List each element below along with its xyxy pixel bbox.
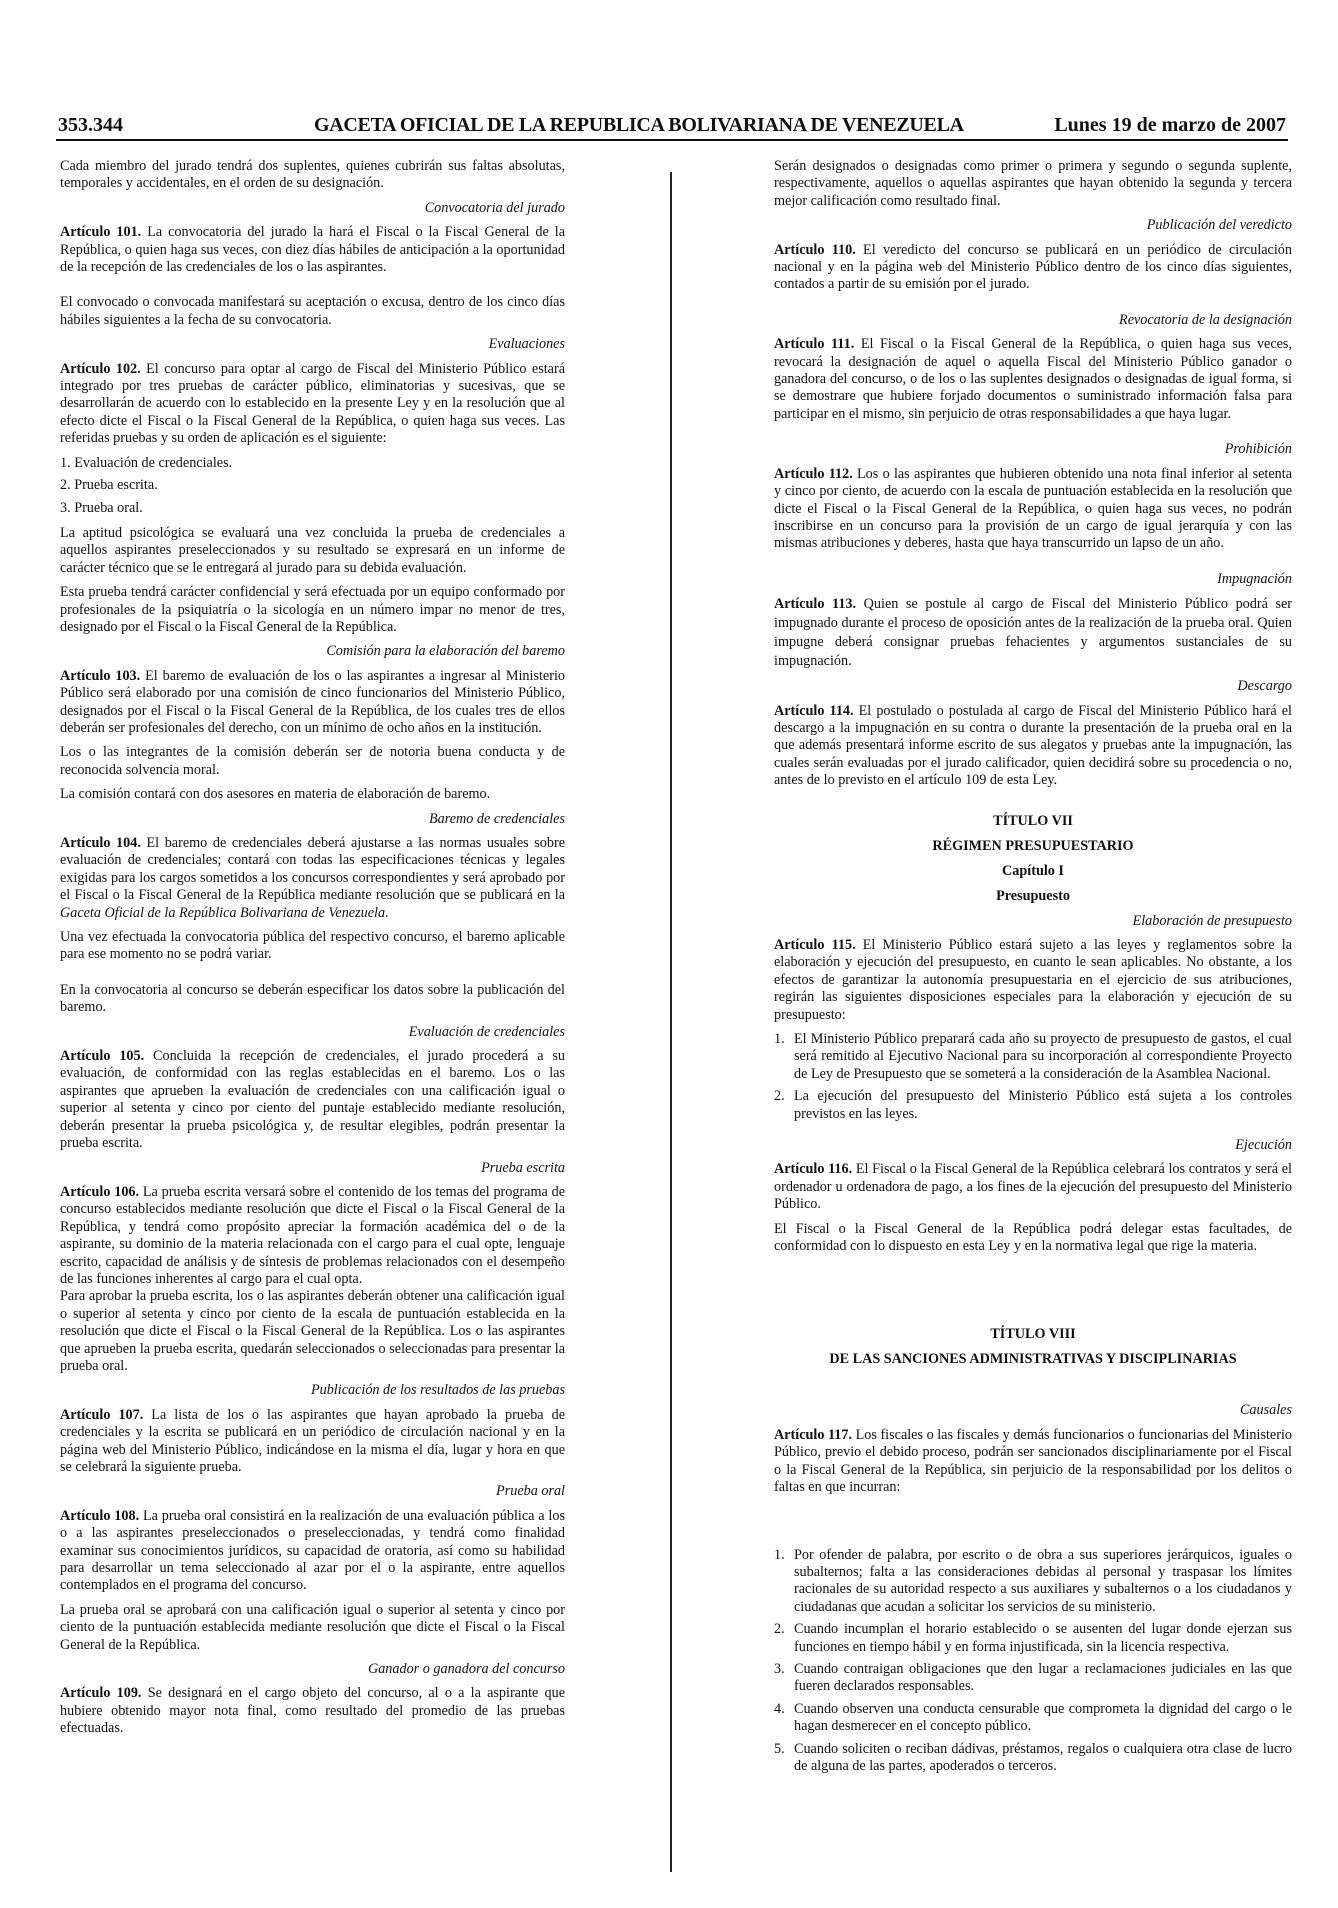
section-heading: Descargo (1237, 678, 1292, 695)
article-text: El baremo de credenciales deberá ajustarse a las normas usuales sobre evaluación de credenciales; contará con todas las especificaciones técnicas y legales exigidas para los cargos sometidos a los concursos correspondientes y será aprobado por el Fiscal o la Fiscal General de la República mediante resolución que se publicará en la (60, 835, 565, 904)
article-108 (60, 1508, 565, 1595)
paragraph: Para aprobar la prueba escrita, los o las aspirantes deberán obtener una calificación igual o superior al setenta y cinco por ciento de la escala de puntuación establecida en la resolución que dicte el Fiscal o la Fiscal General de la República. Los o las aspirantes que aprueben la prueba escrita, quedarán seleccionados o seleccionadas para presentar la prueba oral. (60, 1288, 565, 1374)
article-text: Concluida la recepción de credenciales, el jurado procederá a su evaluación, de conformidad con las reglas establecidas en el baremo. Los o las aspirantes que aprueben la evaluación de credenciales con una calificación igual o superior al setenta y cinco por ciento del puntaje establecido mediante resolución, deberán presentar la prueba psicológica y, de resultar elegibles, podrán presentar la prueba escrita. (60, 1048, 566, 1152)
paragraph: Cada miembro del jurado tendrá dos suplentes, quienes cubrirán sus faltas absolutas, temporales y accidentales, en el orden de su designación. (60, 158, 565, 192)
paragraph: La prueba oral se aprobará con una calificación igual o superior al setenta y cinco por ciento de la puntuación establecida mediante resolución que dicte el Fiscal o la Fiscal General de la República. (60, 1601, 565, 1653)
article-text: Quien se postule al cargo de Fiscal del Ministerio Público podrá ser impugnado durante el proceso de oposición antes de la realización de la prueba oral. Quien impugne deberá consignar pruebas fehacientes y argumentos sustanciales de su impugnación. (774, 596, 1293, 670)
article-label: Artículo 107. (60, 1406, 144, 1423)
section-heading: Ejecución (1235, 1137, 1292, 1154)
list-item: 1. Evaluación de credenciales. (60, 454, 233, 471)
article-text: El postulado o postulada al cargo de Fiscal del Ministerio Público hará el descargo a la impugnación en su contra o durante la presentación de la prueba oral en la que además presentará informe escrito de sus alegatos y pruebas ante la impugnación, las cuales serán evaluadas por el jurado calificador, quien decidirá sobre su procedencia o no, antes de lo previsto en el artículo 109 de esta Ley. (774, 702, 1292, 789)
title-number: TÍTULO VIII (990, 1326, 1076, 1343)
article-109 (60, 1685, 565, 1737)
section-heading: Elaboración de presupuesto (1132, 912, 1292, 929)
section-heading: Publicación de los resultados de las pruebas (310, 1382, 565, 1399)
article-117 (774, 1427, 1292, 1497)
section-heading: Comisión para la elaboración del baremo (326, 643, 565, 660)
article-102 (60, 361, 565, 448)
article-110 (774, 242, 1292, 294)
article-113 (774, 595, 1292, 671)
section-heading: Convocatoria del jurado (424, 199, 565, 216)
article-107 (60, 1407, 565, 1477)
article-105 (60, 1048, 565, 1152)
paragraph: La aptitud psicológica se evaluará una vez concluida la prueba de credenciales a aquellos aspirantes preseleccionados y su resultado se expresará en un informe de carácter técnico que se le entregará al jurado para su debida evaluación. (60, 524, 565, 576)
list-item: 3. Prueba oral. (60, 499, 143, 516)
article-label: Artículo 116. (774, 1161, 853, 1178)
paragraph: Serán designados o designadas como primer o primera y segundo o segunda suplente, respectivamente, aquellos o aquellas aspirantes que hayan obtenido la segunda y tercera mejor calificación como resultado final. (774, 158, 1292, 209)
list-item: 5. Cuando soliciten o reciban dádivas, préstamos, regalos o cualquiera otra clase de lucro de alguna de las partes, apoderados o terceros. (774, 1740, 1292, 1774)
article-text: La prueba escrita versará sobre el contenido de los temas del programa de concurso establecidos mediante resolución que dicte el Fiscal o la Fiscal General de la República, y tendrá como propósito apreciar la formación académica del o de la aspirante, su dominio de la materia relacionada con el cargo para el cual opte, lenguaje escrito, capacidad de análisis y de síntesis de problemas relacionados con el desempeño de las funciones inherentes al cargo para el cual opta. (60, 1183, 565, 1287)
list-item: 1. Por ofender de palabra, por escrito o de obra a sus superiores jerárquicos, iguales o subalternos; falta a las consideraciones debidas al personal y traspasar los límites racionales de su autoridad respecto a sus auxiliares y subalternos o a los ciudadanos y ciudadanas que acudan a solicitar los servicios de su ministerio. (774, 1546, 1292, 1615)
section-heading: Publicación del veredicto (1146, 217, 1292, 234)
issue-date: Lunes 19 de marzo de 2007 (1054, 114, 1286, 136)
title-name: DE LAS SANCIONES ADMINISTRATIVAS Y DISCIPLINARIAS (829, 1351, 1237, 1368)
section-heading: Baremo de credenciales (428, 810, 565, 827)
disciplinary-causes-list (774, 1547, 1292, 1776)
list-item: 4. Cuando observen una conducta censurable que comprometa la dignidad del cargo o le hagan desmerecer en el concepto público. (774, 1700, 1292, 1735)
article-text: La convocatoria del jurado la hará el Fiscal o la Fiscal General de la República, o quien haga sus veces, con diez días hábiles de anticipación a la oportunidad de la recepción de las credenciales de los o las aspirantes. (60, 224, 565, 276)
article-text: El concurso para optar al cargo de Fiscal del Ministerio Público estará integrado por tres pruebas de carácter público, eliminatorias y sucesivas, que se desarrollarán de acuerdo con lo establecido en la presente Ley y en la resolución que al efecto dicte el Fiscal o la Fiscal General de la República, o quien haga sus veces. Las referidas pruebas y su orden de aplicación es el siguiente: (60, 360, 565, 447)
paragraph: Los o las integrantes de la comisión deberán ser de notoria buena conducta y de reconocida solvencia moral. (60, 744, 565, 778)
article-text: Los fiscales o las fiscales y demás funcionarios o funcionarias del Ministerio Público, previo el debido proceso, podrán ser sancionados disciplinariamente por el Fiscal o la Fiscal General de la República, sin perjuicio de la responsabilidad por los delitos o faltas en que incurran: (774, 1426, 1292, 1496)
chapter-name: Presupuesto (996, 887, 1070, 904)
title-name: RÉGIMEN PRESUPUESTARIO (932, 837, 1134, 854)
article-label: Artículo 101. (60, 224, 142, 241)
article-115 (774, 937, 1292, 1024)
article-106 (60, 1184, 565, 1288)
left-column (60, 158, 565, 1745)
list-item: 2. La ejecución del presupuesto del Ministerio Público está sujeta a los controles previstos en las leyes. (774, 1088, 1292, 1122)
article-text: La lista de los o las aspirantes que hayan aprobado la prueba de credenciales y la escrita se publicará en un periódico de circulación nacional y en la página web del Ministerio Público, indicándose en la misma el día, lugar y hora en que se celebrará la siguiente prueba. (60, 1406, 565, 1475)
article-label: Artículo 114. (774, 702, 854, 719)
title-number: TÍTULO VII (993, 812, 1073, 829)
article-label: Artículo 106. (60, 1183, 140, 1200)
article-text: Los o las aspirantes que hubieren obtenido una nota final inferior al setenta y cinco por ciento, de acuerdo con la escala de puntuación establecida en la resolución que dicte el Fiscal o la Fiscal General de la República, o quien haga sus veces, no podrán inscribirse en un concurso para la provisión de un cargo de igual jerarquía y con las mismas atribuciones y deberes, hasta que haya transcurrido un lapso de un año. (774, 465, 1292, 552)
article-label: Artículo 102. (60, 360, 141, 377)
section-heading: Prueba oral (496, 1483, 565, 1500)
article-label: Artículo 108. (60, 1507, 140, 1524)
article-text: El Fiscal o la Fiscal General de la República, o quien haga sus veces, revocará la designación de aquel o aquella Fiscal del Ministerio Público ganador o ganadora del concurso, o de los o las suplentes designados o designadas de igual forma, si se demostrare que hubiere forjado documentos o suministrado información falsa para participar en el mismo, sin perjuicio de otras responsabilidades a que haya lugar. (774, 336, 1292, 422)
section-heading: Ganador o ganadora del concurso (367, 1661, 565, 1678)
article-101 (60, 224, 565, 276)
title-vii-heading (774, 812, 1292, 905)
paragraph: La comisión contará con dos asesores en materia de elaboración de baremo. (60, 786, 491, 803)
paragraph: El Fiscal o la Fiscal General de la República podrá delegar estas facultades, de conformidad con lo dispuesto en esta Ley y en la normativa legal que rige la materia. (774, 1220, 1292, 1255)
column-divider (670, 172, 672, 1872)
article-text: El Ministerio Público estará sujeto a las leyes y reglamentos sobre la elaboración y ejecución del presupuesto, en cuanto le sean aplicables. No obstante, a los efectos de garantizar la autonomía presupuestaria en el ejercicio de sus atribuciones, regirán las siguientes disposiciones especiales para la elaboración y ejecución de su presupuesto: (774, 936, 1292, 1023)
article-text: Se designará en el cargo objeto del concurso, al o a la aspirante que hubiere obtenido mayor nota final, como resultado del promedio de las pruebas efectuadas. (60, 1685, 566, 1737)
article-text: El baremo de evaluación de los o las aspirantes a ingresar al Ministerio Público será elaborado por una comisión de cinco funcionarios del Ministerio Público, designados por el Fiscal o la Fiscal General de la República, de los cuales tres de ellos deberán ser profesionales del derecho, con un mínimo de ocho años en la institución. (60, 667, 565, 736)
list-item: 2. Cuando incumplan el horario establecido o se ausenten del lugar donde ejerzan sus funciones en tiempo hábil y en forma injustificada, sin la licencia respectiva. (774, 1621, 1292, 1655)
article-label: Artículo 110. (774, 241, 856, 258)
article-label: Artículo 103. (60, 667, 141, 684)
list-item: 1. El Ministerio Público preparará cada año su proyecto de presupuesto de gastos, el cual será remitido al Ejecutivo Nacional para su incorporación al correspondiente Proyecto de Ley de Presupuesto que se someterá a la consideración de la Asamblea Nacional. (774, 1031, 1292, 1082)
right-column (774, 158, 1292, 1783)
paragraph: En la convocatoria al concurso se deberán especificar los datos sobre la publicación del baremo. (60, 981, 565, 1016)
article-label: Artículo 105. (60, 1048, 145, 1065)
article-label: Artículo 109. (60, 1685, 142, 1702)
paragraph: Una vez efectuada la convocatoria pública del respectivo concurso, el baremo aplicable para ese momento no se podrá variar. (60, 929, 565, 963)
evaluation-list (60, 455, 565, 517)
gazette-reference: Gaceta Oficial de la República Bolivariana de Venezuela (60, 904, 386, 921)
section-heading: Evaluación de credenciales (408, 1023, 565, 1040)
article-label: Artículo 112. (774, 465, 853, 482)
article-116 (774, 1161, 1292, 1213)
page-header (56, 113, 1288, 141)
page-number: 353.344 (58, 114, 123, 136)
section-heading: Impugnación (1217, 570, 1292, 587)
paragraph: El convocado o convocada manifestará su aceptación o excusa, dentro de los cinco días hábiles siguientes a la fecha de su convocatoria. (60, 294, 565, 328)
article-112 (774, 466, 1292, 553)
article-114 (774, 703, 1292, 790)
article-label: Artículo 117. (774, 1426, 853, 1443)
article-label: Artículo 113. (774, 596, 857, 613)
section-heading: Causales (1239, 1402, 1292, 1419)
title-viii-heading (774, 1325, 1292, 1368)
section-heading: Prohibición (1224, 441, 1292, 458)
section-heading: Evaluaciones (488, 336, 565, 353)
article-104: Artículo 104. El baremo de credenciales deberá ajustarse a las normas usuales sobre evaluación de credenciales; contará con todas las especificaciones técnicas y legales exigidas para los cargos sometidos a los concursos correspondientes y será aprobado por el Fiscal o la Fiscal General de la República mediante resolución que se publicará en la Gaceta Oficial de la República Bolivariana de Venezuela. (60, 835, 565, 921)
budget-provisions-list (774, 1031, 1292, 1123)
article-label: Artículo 104. (60, 835, 141, 851)
paragraph: Esta prueba tendrá carácter confidencial y será efectuada por un equipo conformado por profesionales de la psiquiatría o la sicología en un número impar no menor de tres, designado por el Fiscal o la Fiscal General de la República. (60, 584, 565, 635)
article-111 (774, 336, 1292, 423)
section-heading: Prueba escrita (481, 1159, 565, 1176)
article-text: El veredicto del concurso se publicará en un periódico de circulación nacional y en la página web del Ministerio Público dentro de los cinco días siguientes, contados a partir de su emisión por el jurado. (774, 241, 1292, 293)
article-text: El Fiscal o la Fiscal General de la República celebrará los contratos y será el ordenador u ordenadora de pago, a los fines de la ejecución del presupuesto del Ministerio Público. (774, 1161, 1292, 1213)
article-label: Artículo 111. (774, 336, 855, 353)
chapter-number: Capítulo I (1002, 862, 1064, 879)
list-item: 2. Prueba escrita. (60, 477, 158, 494)
article-text: La prueba oral consistirá en la realización de una evaluación pública a los o a las aspirantes preseleccionados o preseleccionadas, y tendrá como finalidad examinar sus conocimientos jurídicos, su capacidad de oratoria, así como su habilidad para desarrollar un tema seleccionado al azar por el o la aspirante, entre aquellos contemplados en el programa del concurso. (60, 1507, 565, 1594)
section-heading: Revocatoria de la designación (1119, 311, 1292, 328)
list-item: 3. Cuando contraigan obligaciones que den lugar a reclamaciones judiciales en las que fueren declarados responsables. (774, 1660, 1292, 1695)
gazette-title: GACETA OFICIAL DE LA REPUBLICA BOLIVARIANA DE VENEZUELA (314, 114, 964, 136)
article-label: Artículo 115. (774, 936, 856, 953)
article-103 (60, 668, 565, 738)
